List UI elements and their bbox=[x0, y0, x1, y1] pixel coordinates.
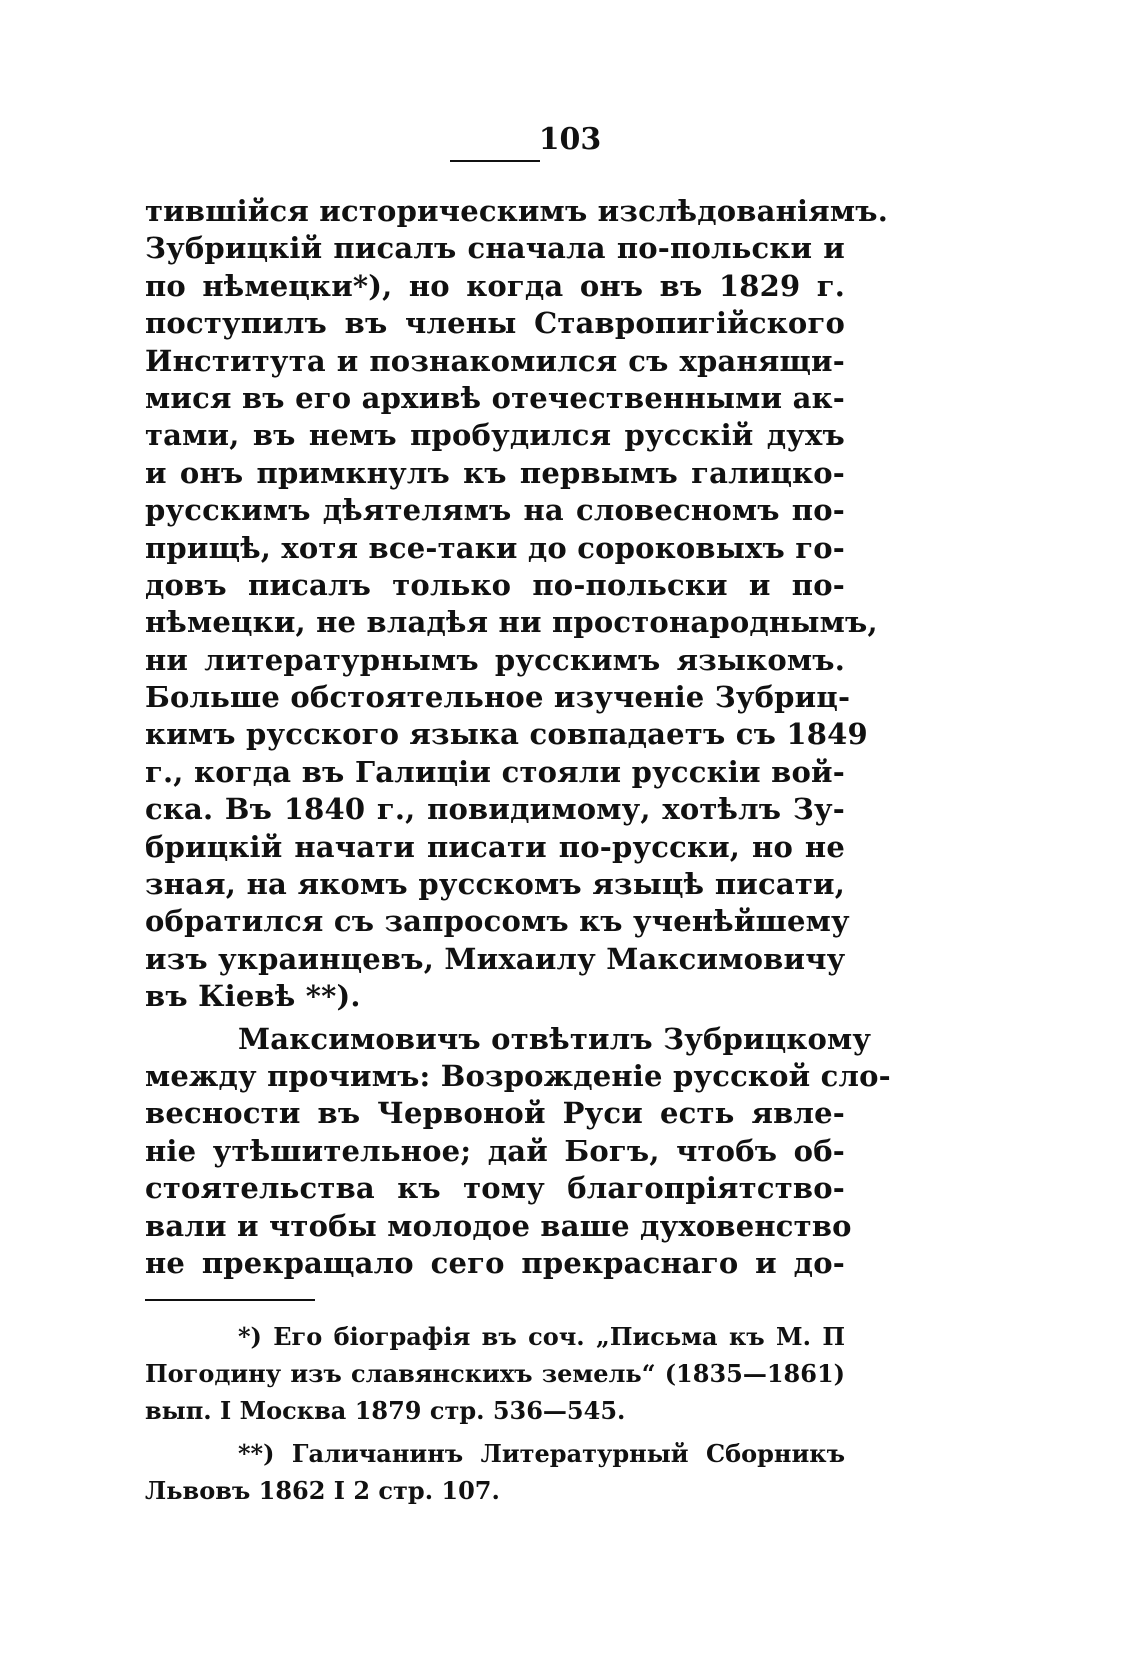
text-line: ска. Въ 1840 г., повидимому, хотѣлъ Зу- bbox=[145, 792, 845, 827]
footnote-line: *) Его біографія въ соч. „Письма къ М. П bbox=[238, 1322, 845, 1351]
footnote-separator bbox=[145, 1299, 315, 1301]
text-line: тившійся историческимъ изслѣдованіямъ. bbox=[145, 194, 889, 228]
text-line: тами, въ немъ пробудился русскій духъ bbox=[145, 418, 845, 453]
text-line: г., когда въ Галиціи стояли русскіи вой- bbox=[145, 754, 845, 789]
text-line: по нѣмецки*), но когда онъ въ 1829 г. bbox=[145, 268, 845, 303]
text-line: не прекращало сего прекраснаго и до- bbox=[145, 1245, 845, 1280]
text-line: вали и чтобы молодое ваше духовенство bbox=[145, 1208, 852, 1243]
text-line: русскимъ дѣятелямъ на словесномъ по- bbox=[145, 493, 845, 528]
text-line: изъ украинцевъ, Михаилу Максимовичу bbox=[145, 941, 846, 976]
text-line: брицкій начати писати по-русски, но не bbox=[145, 829, 845, 864]
text-line: ніе утѣшительное; дай Богъ, чтобъ об- bbox=[145, 1133, 845, 1168]
page-number: 103 bbox=[538, 122, 602, 157]
text-line: въ Кіевѣ **). bbox=[145, 979, 361, 1014]
footnotes bbox=[145, 1318, 845, 1509]
text-line: Больше обстоятельное изученіе Зубриц- bbox=[145, 680, 851, 715]
text-line: Максимовичъ отвѣтилъ Зубрицкому bbox=[238, 1021, 872, 1056]
text-line: прищѣ, хотя все-таки до сороковыхъ го- bbox=[145, 530, 845, 565]
footnote-line: Погодину изъ славянскихъ земель“ (1835—1861) bbox=[145, 1359, 845, 1388]
text-line: поступилъ въ члены Ставропигійского bbox=[145, 306, 845, 341]
text-line: Института и познакомился съ хранящи- bbox=[145, 343, 845, 378]
text-line: нѣмецки, не владѣя ни простонароднымъ, bbox=[145, 605, 878, 640]
footnote-line: вып. I Москва 1879 стр. 536—545. bbox=[145, 1396, 626, 1425]
footnote-line: Львовъ 1862 I 2 стр. 107. bbox=[145, 1476, 500, 1505]
text-line: ни литературнымъ русскимъ языкомъ. bbox=[145, 642, 845, 677]
text-line: мися въ его архивѣ отечественными ак- bbox=[145, 380, 845, 415]
text-line: между прочимъ: Возрожденіе русской сло- bbox=[145, 1058, 891, 1093]
text-line: обратился съ запросомъ къ ученѣйшему bbox=[145, 904, 850, 939]
text-line: и онъ примкнулъ къ первымъ галицко- bbox=[145, 455, 845, 490]
footnote-line: **) Галичанинъ Литературный Сборникъ bbox=[238, 1439, 845, 1468]
page-number-underline bbox=[450, 160, 540, 162]
text-line: зная, на якомъ русскомъ языцѣ писати, bbox=[145, 867, 845, 902]
text-line: кимъ русского языка совпадаетъ съ 1849 bbox=[145, 717, 868, 752]
text-line: стоятельства къ тому благопріятство- bbox=[145, 1171, 845, 1206]
text-line: Зубрицкій писалъ сначала по-польски и bbox=[145, 231, 845, 266]
body-text bbox=[145, 193, 891, 1282]
text-line: весности въ Червоной Руси есть явле- bbox=[145, 1096, 845, 1131]
text-line: довъ писалъ только по-польски и по- bbox=[145, 567, 845, 602]
